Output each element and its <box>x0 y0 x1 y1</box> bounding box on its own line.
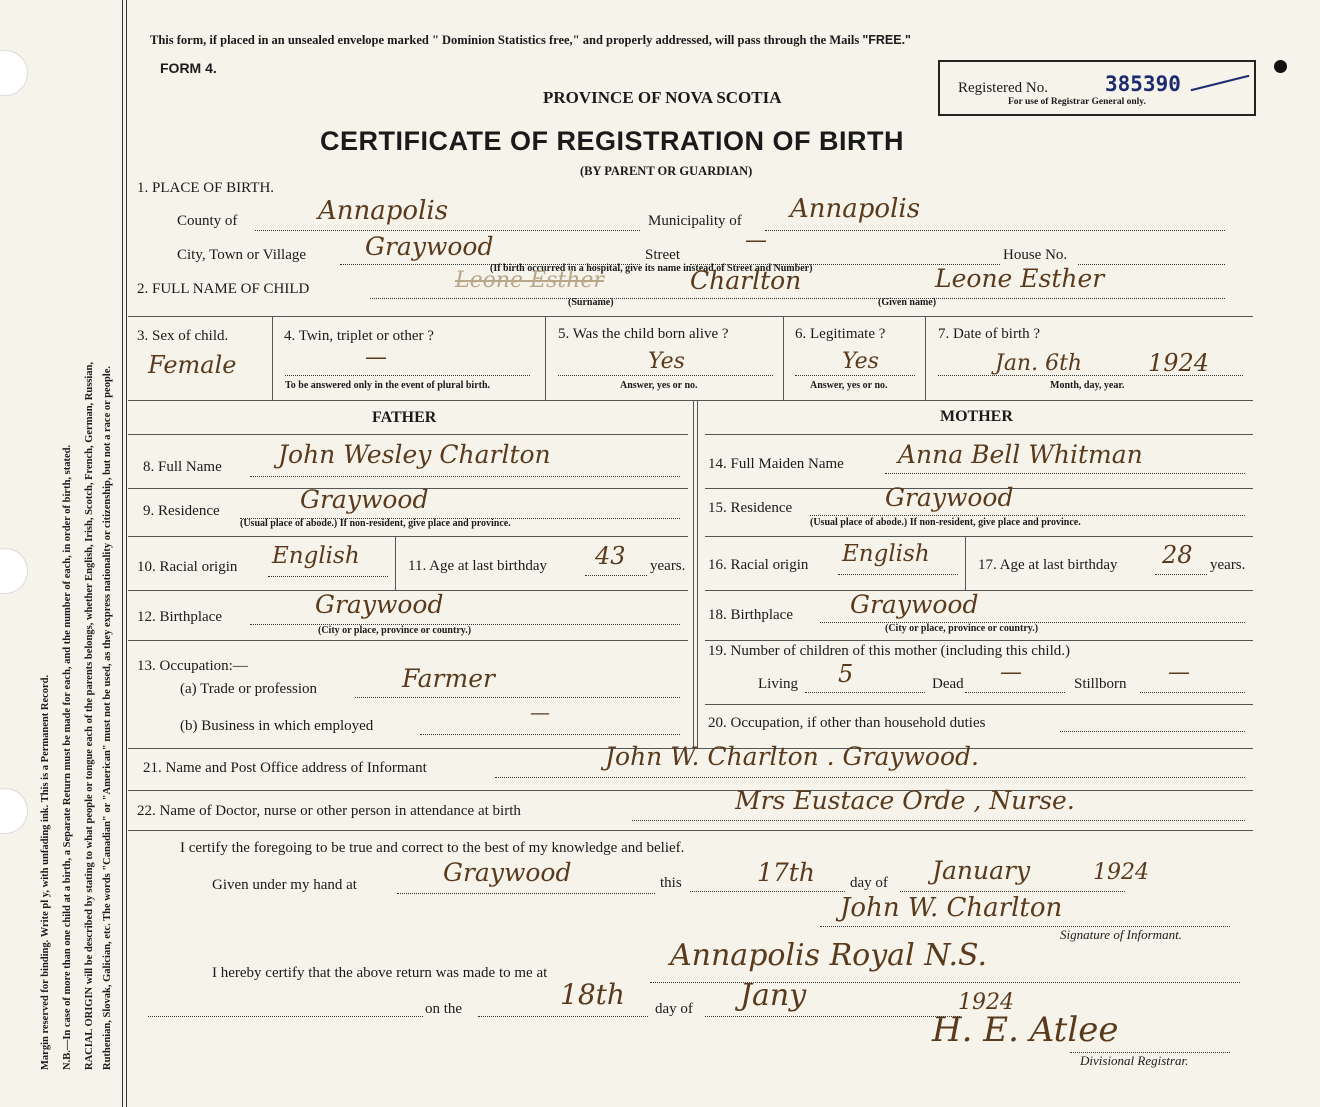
born-alive-line <box>558 375 773 376</box>
municipality-line <box>765 230 1225 231</box>
mother-racial-value: English <box>842 541 930 567</box>
registrar-certify-text: I hereby certify that the above return was made to me at <box>212 965 548 981</box>
father-business-value: — <box>530 700 550 724</box>
row-rule <box>705 590 1253 591</box>
mother-birthplace-value: Graywood <box>850 590 979 619</box>
place-of-birth-heading: 1. PLACE OF BIRTH. <box>137 180 275 196</box>
father-birthplace-label: 12. Birthplace <box>137 609 222 625</box>
mother-name-value: Anna Bell Whitman <box>898 440 1143 469</box>
father-residence-label: 9. Residence <box>143 503 220 519</box>
dead-label: Dead <box>932 676 964 692</box>
col-rule <box>925 316 926 400</box>
mother-occupation-line <box>1060 731 1245 732</box>
father-trade-value: Farmer <box>402 664 495 693</box>
father-name-line <box>250 476 680 477</box>
registrar-day-of-label: day of <box>655 1001 693 1017</box>
row-rule <box>128 316 1253 317</box>
city-value: Graywood <box>365 232 494 261</box>
mother-birthplace-label: 18. Birthplace <box>708 607 793 623</box>
col-rule <box>272 316 273 400</box>
given-month-value: January <box>932 856 1031 885</box>
informant-value: John W. Charlton . Graywood. <box>605 742 979 771</box>
row-rule <box>128 536 688 537</box>
street-value: — <box>745 228 767 253</box>
parents-divider <box>693 400 694 748</box>
father-racial-label: 10. Racial origin <box>137 559 238 575</box>
house-number-label: House No. <box>1003 247 1068 263</box>
mother-birthplace-note: (City or place, province or country.) <box>885 623 1039 634</box>
date-of-birth-month-day: Jan. 6th <box>995 351 1083 376</box>
form-number: FORM 4. <box>160 60 217 76</box>
registrar-day-value: 18th <box>560 978 625 1011</box>
col-rule <box>545 316 546 400</box>
margin-note-racial-2: Ruthenian, Slovak, Galician, etc. The words "Canadian" or "American" must not be used, as they express nationality or citizenship, but not a race or people. <box>102 365 113 1070</box>
row-rule <box>128 830 1253 831</box>
mother-name-label: 14. Full Maiden Name <box>708 456 844 472</box>
father-heading: FATHER <box>372 409 437 426</box>
margin-note-racial: RACIAL ORIGIN will be described by stating to what people or tongue each of the parents belongs, whether English, Irish, Scotch, French, German, Russian, <box>84 361 95 1070</box>
date-of-birth-note: Month, day, year. <box>1050 380 1125 391</box>
registered-number-box <box>938 60 1256 116</box>
municipality-label: Municipality of <box>648 213 742 229</box>
row-rule <box>128 640 688 641</box>
stillborn-label: Stillborn <box>1074 676 1127 692</box>
father-trade-line <box>355 697 680 698</box>
stillborn-value: — <box>1168 660 1190 685</box>
date-of-birth-year: 1924 <box>1148 349 1210 377</box>
informant-label: 21. Name and Post Office address of Informant <box>143 760 427 776</box>
registrar-year-value: 1924 <box>958 990 1014 1015</box>
margin-note-binding: Margin reserved for binding. Write pl y, with unfading ink. This is a Permanent Record. <box>40 674 51 1070</box>
street-label: Street <box>645 247 680 263</box>
father-racial-line <box>268 576 388 577</box>
registrar-month-value: Jany <box>740 978 807 1013</box>
registered-label: Registered No. <box>958 80 1048 96</box>
col-rule <box>395 536 396 590</box>
father-trade-label: (a) Trade or profession <box>180 681 318 697</box>
mother-heading: MOTHER <box>940 408 1013 425</box>
registrar-signature-label: Divisional Registrar. <box>1080 1053 1189 1068</box>
mother-name-line <box>885 473 1245 474</box>
registered-number: 385390 <box>1105 72 1181 96</box>
twin-line <box>285 375 530 376</box>
mother-residence-label: 15. Residence <box>708 500 793 516</box>
col-rule <box>783 316 784 400</box>
father-name-value: John Wesley Charlton <box>278 440 551 469</box>
father-years-label: years. <box>650 558 686 574</box>
registrar-place-line <box>650 982 1240 983</box>
living-label: Living <box>758 676 798 692</box>
legitimate-line <box>795 375 915 376</box>
margin-rule <box>126 0 127 1107</box>
doctor-value: Mrs Eustace Orde , Nurse. <box>735 786 1075 815</box>
municipality-value: Annapolis <box>790 194 921 224</box>
legitimate-label: 6. Legitimate ? <box>795 326 886 342</box>
mother-age-label: 17. Age at last birthday <box>978 557 1118 573</box>
father-business-line <box>420 734 680 735</box>
child-given-name: Leone Esther <box>935 264 1105 293</box>
child-name-line <box>370 298 1225 299</box>
father-birthplace-note: (City or place, province or country.) <box>318 625 472 636</box>
informant-line <box>495 777 1245 778</box>
hospital-note: (If birth occurred in a hospital, give its name instead of Street and Number) <box>490 263 813 274</box>
father-residence-value: Graywood <box>300 485 429 514</box>
given-day-of-label: day of <box>850 875 888 891</box>
sex-value: Female <box>148 351 237 379</box>
twin-value: — <box>365 345 387 370</box>
twin-note: To be answered only in the event of plural birth. <box>285 380 491 391</box>
father-business-label: (b) Business in which employed <box>180 718 374 734</box>
row-rule <box>128 434 688 435</box>
date-of-birth-label: 7. Date of birth ? <box>938 326 1041 342</box>
mother-age-value: 28 <box>1162 541 1193 569</box>
margin-note-nb: N.B.—In case of more than one child at a birth, a Separate Return must be made for each, and the number of each, in order of birth, stated. <box>62 444 73 1070</box>
father-age-line <box>585 575 647 576</box>
county-label: County of <box>177 213 238 229</box>
row-rule <box>128 790 1253 791</box>
dead-value: — <box>1000 660 1022 685</box>
registrar-day-line <box>478 1016 648 1017</box>
father-age-label: 11. Age at last birthday <box>408 558 547 574</box>
doctor-line <box>632 820 1245 821</box>
registrar-place-value: Annapolis Royal N.S. <box>670 938 988 973</box>
row-rule <box>705 434 1253 435</box>
sex-label: 3. Sex of child. <box>137 328 229 344</box>
registrar-signature: H. E. Atlee <box>932 1010 1119 1050</box>
row-rule <box>705 704 1253 705</box>
mother-years-label: years. <box>1210 557 1246 573</box>
stillborn-line <box>1140 692 1245 693</box>
county-value: Annapolis <box>318 196 449 226</box>
child-name-crossed: Leone Esther <box>455 268 604 293</box>
mother-racial-line <box>838 574 958 575</box>
mother-residence-note: (Usual place of abode.) If non-resident, give place and province. <box>810 517 1081 528</box>
given-year-value: 1924 <box>1093 860 1149 885</box>
certificate-subtitle: (BY PARENT OR GUARDIAN) <box>580 164 753 178</box>
child-surname: Charlton <box>690 266 802 295</box>
given-day-value: 17th <box>757 858 815 887</box>
row-rule <box>705 640 1253 641</box>
given-place-line <box>397 893 655 894</box>
binding-hole <box>0 50 28 96</box>
given-name-note: (Given name) <box>878 297 937 308</box>
registrar-month-line <box>705 1016 960 1017</box>
mother-occupation-label: 20. Occupation, if other than household duties <box>708 715 986 731</box>
father-age-value: 43 <box>595 542 626 570</box>
mother-residence-line <box>810 515 1245 516</box>
mother-racial-label: 16. Racial origin <box>708 557 809 573</box>
ink-blot <box>1274 60 1287 73</box>
mother-age-line <box>1155 574 1207 575</box>
twin-label: 4. Twin, triplet or other ? <box>284 328 434 344</box>
certificate-title: CERTIFICATE OF REGISTRATION OF BIRTH <box>320 126 904 156</box>
father-birthplace-value: Graywood <box>315 590 444 619</box>
given-under-label: Given under my hand at <box>212 877 357 893</box>
dead-line <box>965 692 1065 693</box>
given-month-line <box>900 891 1125 892</box>
registrar-blank-line <box>148 1016 423 1017</box>
father-residence-note: (Usual place of abode.) If non-resident, give place and province. <box>240 518 511 529</box>
binding-hole <box>0 548 28 594</box>
doctor-label: 22. Name of Doctor, nurse or other person in attendance at birth <box>137 803 521 819</box>
registrar-use-note: For use of Registrar General only. <box>1008 97 1146 107</box>
mail-notice: This form, if placed in an unsealed envelope marked " Dominion Statistics free," and properly addressed, will pass through the Mails "FREE." <box>150 33 911 47</box>
certify-text: I certify the foregoing to be true and correct to the best of my knowledge and belief. <box>180 840 685 856</box>
born-alive-note: Answer, yes or no. <box>620 380 698 391</box>
parents-divider <box>697 400 698 748</box>
mother-residence-value: Graywood <box>885 483 1014 512</box>
child-name-label: 2. FULL NAME OF CHILD <box>137 281 310 297</box>
father-racial-value: English <box>272 543 360 569</box>
binding-hole <box>0 788 28 834</box>
born-alive-label: 5. Was the child born alive ? <box>558 326 729 342</box>
father-occupation-label: 13. Occupation:— <box>137 658 248 674</box>
mother-children-label: 19. Number of children of this mother (including this child.) <box>708 643 1071 659</box>
informant-signature: John W. Charlton <box>840 893 1063 923</box>
city-label: City, Town or Village <box>177 247 307 263</box>
born-alive-value: Yes <box>648 349 685 374</box>
informant-signature-label: Signature of Informant. <box>1060 927 1182 942</box>
county-line <box>255 230 640 231</box>
living-line <box>805 692 925 693</box>
legitimate-value: Yes <box>842 349 879 374</box>
registrar-on-label: on the <box>425 1001 463 1017</box>
col-rule <box>965 536 966 590</box>
legitimate-note: Answer, yes or no. <box>810 380 888 391</box>
province-heading: PROVINCE OF NOVA SCOTIA <box>543 88 782 107</box>
father-name-label: 8. Full Name <box>143 459 222 475</box>
this-label: this <box>660 875 682 891</box>
surname-note: (Surname) <box>568 297 614 308</box>
row-rule <box>128 400 1253 401</box>
given-place-value: Graywood <box>443 858 572 887</box>
living-value: 5 <box>838 660 854 688</box>
ink-mark <box>1191 75 1250 91</box>
margin-rule <box>122 0 123 1107</box>
given-day-line <box>690 891 845 892</box>
row-rule <box>705 536 1253 537</box>
